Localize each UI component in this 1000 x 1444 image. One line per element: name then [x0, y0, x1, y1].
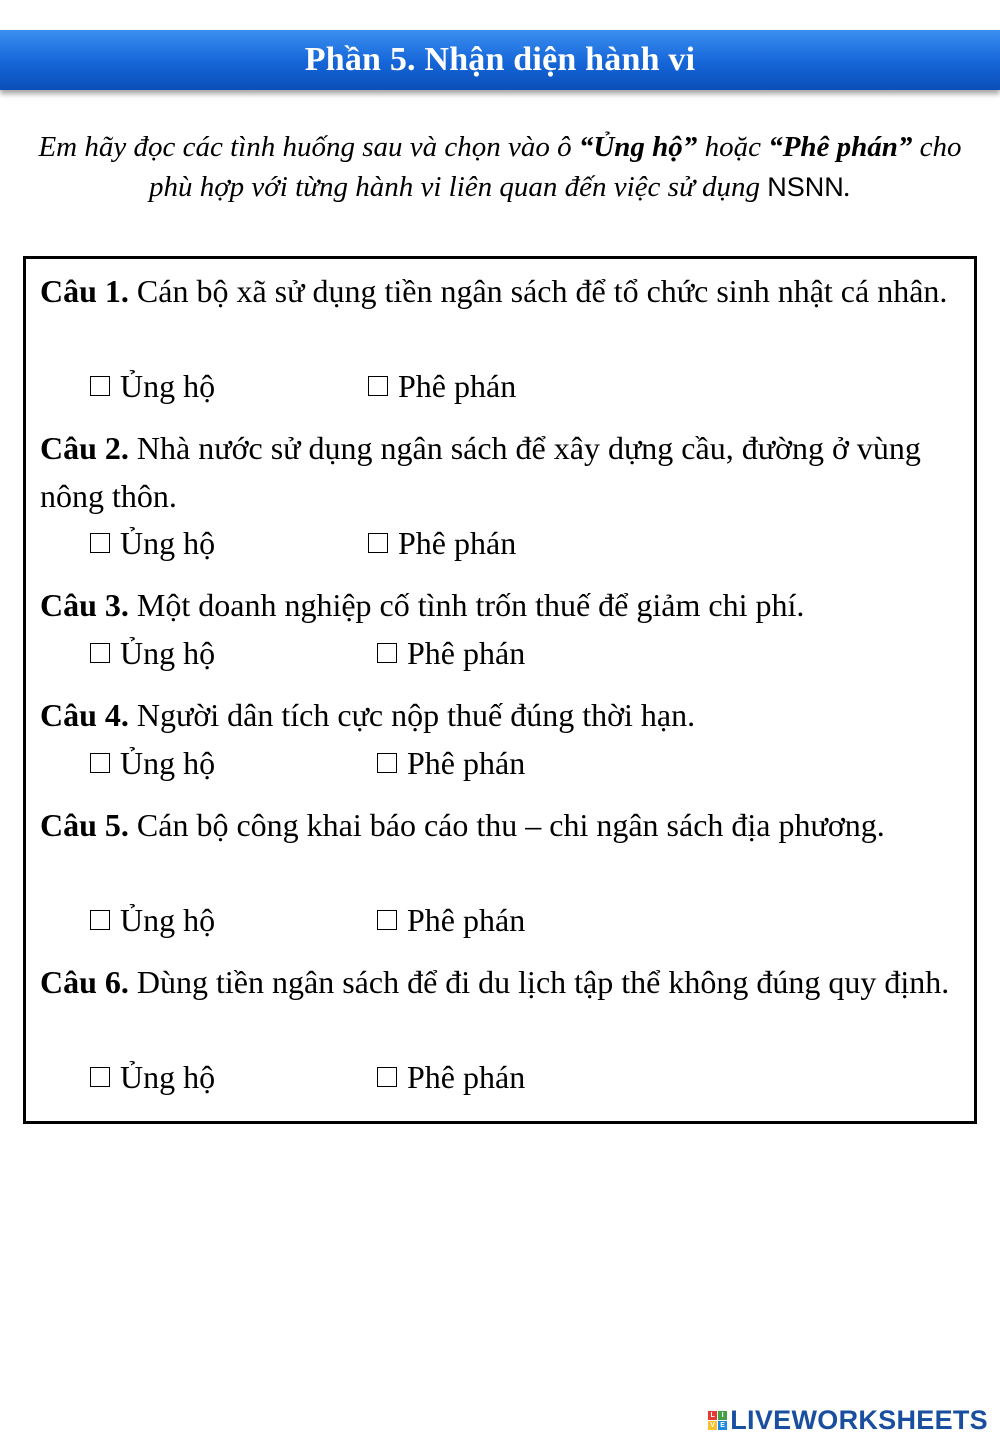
criticize-label: Phê phán: [398, 525, 517, 561]
question-1: [40, 267, 970, 315]
question-1-criticize-option[interactable]: [368, 366, 516, 406]
question-3-support-option[interactable]: [90, 633, 215, 673]
question-2: [40, 424, 970, 520]
question-3-label: Câu 3.: [40, 587, 129, 623]
instructions-text: [14, 127, 986, 207]
instructions-criticize-term: “Phê phán”: [768, 131, 913, 163]
support-label: Ủng hộ: [120, 635, 216, 671]
question-6-support-option[interactable]: [90, 1057, 215, 1097]
checkbox-icon[interactable]: [90, 643, 110, 663]
checkbox-icon[interactable]: [377, 643, 397, 663]
question-4-support-option[interactable]: [90, 743, 215, 783]
logo-letter-v: V: [708, 1421, 717, 1430]
question-2-text: Nhà nước sử dụng ngân sách để xây dựng cầu, đường ở vùng nông thôn.: [40, 430, 921, 514]
instructions-end: .: [843, 171, 852, 203]
question-5-criticize-option[interactable]: [377, 900, 525, 940]
checkbox-icon[interactable]: [368, 376, 388, 396]
support-label: Ủng hộ: [120, 525, 216, 561]
checkbox-icon[interactable]: [90, 753, 110, 773]
checkbox-icon[interactable]: [90, 1067, 110, 1087]
criticize-label: Phê phán: [407, 902, 526, 938]
logo-letter-l: L: [708, 1411, 717, 1420]
support-label: Ủng hộ: [120, 1059, 216, 1095]
question-2-support-option[interactable]: [90, 523, 215, 563]
question-2-criticize-option[interactable]: [368, 523, 516, 563]
question-5-support-option[interactable]: [90, 900, 215, 940]
question-5-label: Câu 5.: [40, 807, 129, 843]
question-1-text: Cán bộ xã sử dụng tiền ngân sách để tổ chức sinh nhật cá nhân.: [128, 273, 948, 309]
section-title: Phần 5. Nhận diện hành vi: [304, 41, 696, 78]
logo-letter-e: E: [718, 1421, 727, 1430]
question-5: [40, 801, 970, 849]
question-4-text: Người dân tích cực nộp thuế đúng thời hạn.: [128, 697, 696, 733]
criticize-label: Phê phán: [407, 635, 526, 671]
instructions-support-term: “Ủng hộ”: [578, 131, 698, 163]
question-4-criticize-option[interactable]: [377, 743, 525, 783]
support-label: Ủng hộ: [120, 745, 216, 781]
question-4: [40, 691, 970, 739]
support-label: Ủng hộ: [120, 902, 216, 938]
question-4-label: Câu 4.: [40, 697, 129, 733]
checkbox-icon[interactable]: [377, 910, 397, 930]
question-6-label: Câu 6.: [40, 964, 129, 1000]
checkbox-icon[interactable]: [377, 753, 397, 773]
question-2-label: Câu 2.: [40, 430, 129, 466]
question-1-support-option[interactable]: [90, 366, 215, 406]
question-5-text: Cán bộ công khai báo cáo thu – chi ngân sách địa phương.: [128, 807, 885, 843]
question-6-criticize-option[interactable]: [377, 1057, 525, 1097]
logo-letter-i: I: [718, 1411, 727, 1420]
question-box: [23, 256, 977, 1124]
criticize-label: Phê phán: [398, 368, 517, 404]
criticize-label: Phê phán: [407, 1059, 526, 1095]
question-3-text: Một doanh nghiệp cố tình trốn thuế để giảm chi phí.: [128, 587, 805, 623]
checkbox-icon[interactable]: [90, 533, 110, 553]
question-3-criticize-option[interactable]: [377, 633, 525, 673]
criticize-label: Phê phán: [407, 745, 526, 781]
question-3: [40, 581, 970, 629]
instructions-part1: Em hãy đọc các tình huống sau và chọn vào ô: [38, 131, 579, 163]
instructions-part2: hoặc: [697, 131, 769, 163]
liveworksheets-logo: [708, 1405, 988, 1436]
checkbox-icon[interactable]: [90, 910, 110, 930]
question-6: [40, 958, 970, 1006]
question-1-label: Câu 1.: [40, 273, 129, 309]
instructions-part3: cho phù hợp với từng hành vi liên quan đến việc sử dụng: [148, 131, 962, 203]
instructions-abbreviation: NSNN: [767, 172, 844, 202]
question-6-text: Dùng tiền ngân sách để đi du lịch tập thể không đúng quy định.: [128, 964, 950, 1000]
liveworksheets-wordmark: LIVEWORKSHEETS: [730, 1405, 988, 1435]
checkbox-icon[interactable]: [368, 533, 388, 553]
checkbox-icon[interactable]: [90, 376, 110, 396]
section-header-banner: [0, 30, 1000, 90]
support-label: Ủng hộ: [120, 368, 216, 404]
checkbox-icon[interactable]: [377, 1067, 397, 1087]
liveworksheets-logo-icon: [708, 1411, 727, 1430]
